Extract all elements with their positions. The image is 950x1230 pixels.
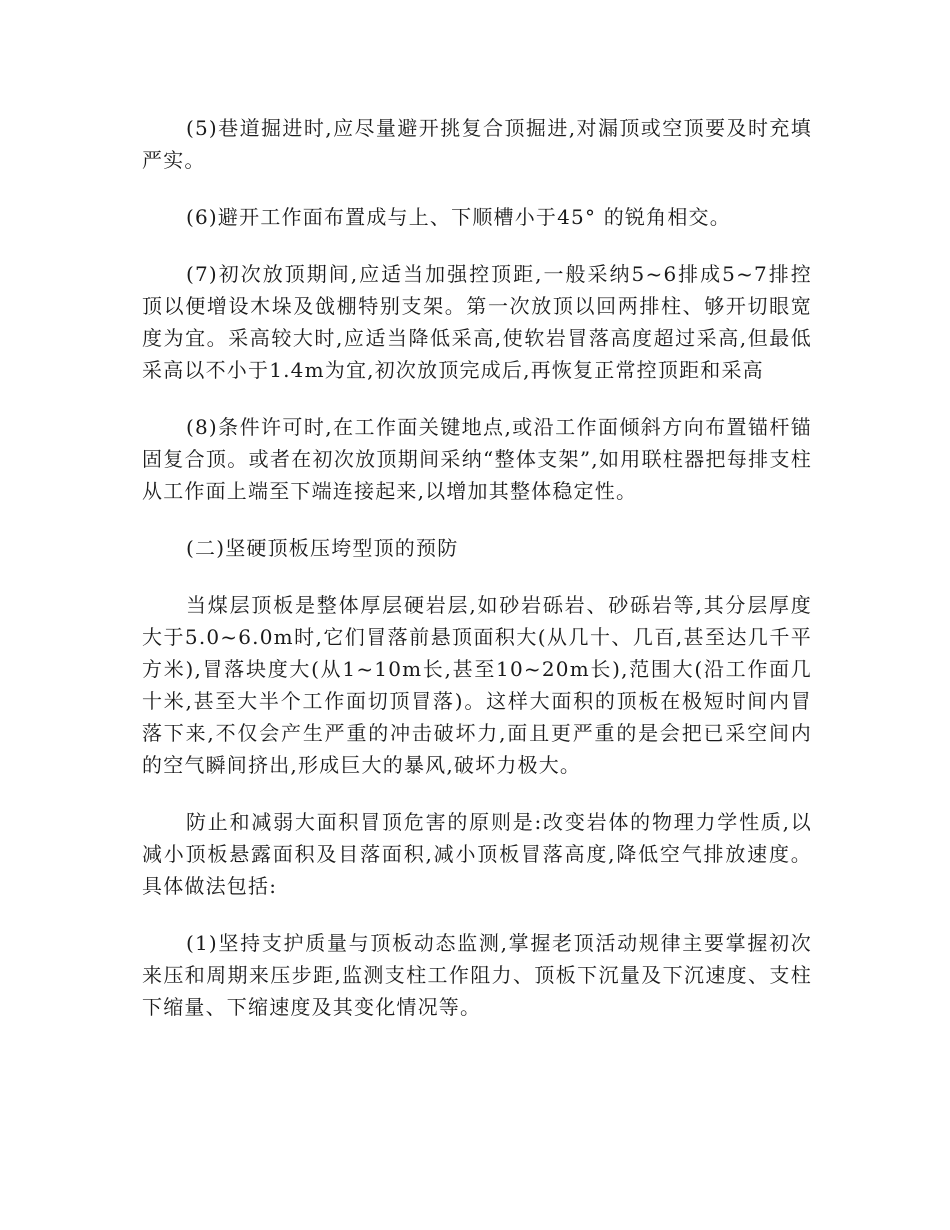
paragraph-body: 当煤层顶板是整体厚层硬岩层,如砂岩砾岩、砂砾岩等,其分层厚度大于5.0~6.0m时,它们冒落前悬顶面积大(从几十、几百,甚至达几千平方米),冒落块度大(从1~10m长,甚至10~20m长),范围大(沿工作面几十米,甚至大半个工作面切顶冒落)。这样大面积的顶板在极短时间内冒落下来,不仅会产生严重的冲击破坏力,面且更严重的是会把已采空间内的空气瞬间挤出,形成巨大的暴风,破坏力极大。 [142, 593, 812, 777]
paragraph-item-8: (8)条件许可时,在工作面关键地点,或沿工作面倾斜方向布置锚杆锚固复合顶。或者在初次放顶期间采纳“整体支架”,如用联柱器把每排支柱从工作面上端至下端连接起来,以增加其整体稳定性。 [142, 415, 812, 503]
document-page [142, 112, 812, 1023]
section-heading: (二)坚硬顶板压垮型顶的预防 [186, 536, 459, 560]
paragraph-item-5: (5)巷道掘进时,应尽量避开挑复合顶掘进,对漏顶或空顶要及时充填严实。 [142, 116, 812, 172]
paragraph-item-1: (1)坚持支护质量与顶板动态监测,掌握老顶活动规律主要掌握初次来压和周期来压步距,监测支柱工作阻力、顶板下沉量及下沉速度、支柱下缩量、下缩速度及其变化情况等。 [142, 931, 812, 1019]
paragraph-principle: 防止和减弱大面积冒顶危害的原则是:改变岩体的物理力学性质,以减小顶板悬露面积及目落面积,减小顶板冒落高度,降低空气排放速度。具体做法包括: [142, 810, 812, 898]
paragraph-item-6: (6)避开工作面布置成与上、下顺槽小于45° 的锐角相交。 [186, 205, 731, 229]
paragraph-item-7: (7)初次放顶期间,应适当加强控顶距,一般采纳5~6排成5~7排控顶以便增设木垛及戗棚特别支架。第一次放顶以回两排柱、够开切眼宽度为宜。采高较大时,应适当降低采高,使软岩冒落高度超过采高,但最低采高以不小于1.4m为宜,初次放顶完成后,再恢复正常控顶距和采高 [142, 262, 812, 382]
